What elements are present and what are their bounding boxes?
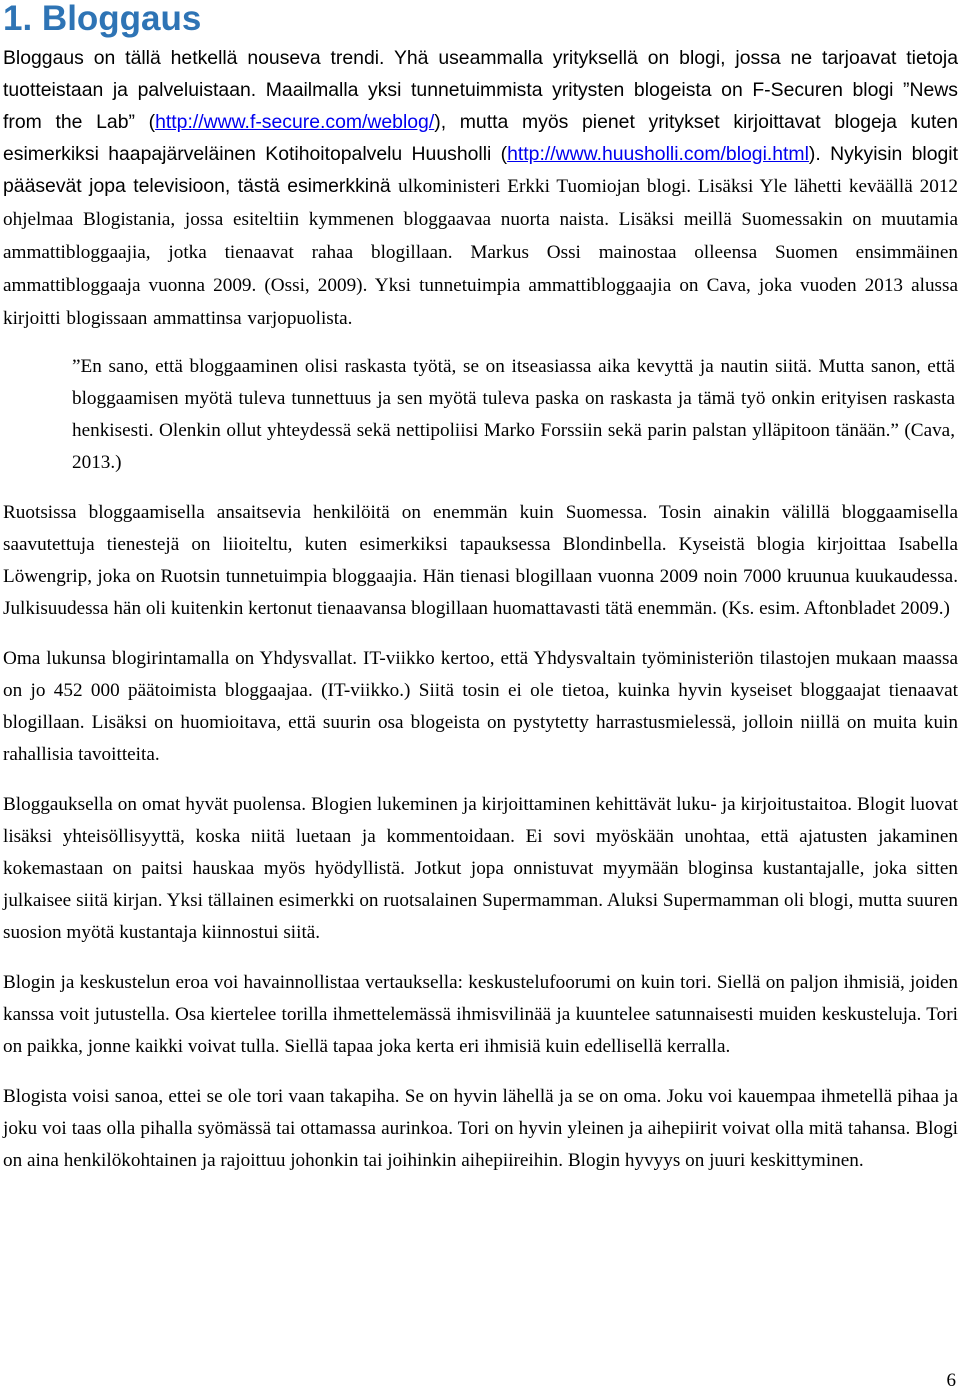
- paragraph-sweden: Ruotsissa bloggaamisella ansaitsevia henkilöitä on enemmän kuin Suomessa. Tosin ainakin välillä bloggaamisella saavutettuja tienestejä on liioiteltu, kuten esimerkiksi tapauksessa Blondinbella. Kyseistä blogia kirjoittaa Isabella Löwengrip, joka on Ruotsin tunnetuimpia bloggaajia. Hän tienasi blogillaan vuonna 2009 noin 7000 kruunua kuukaudessa. Julkisuudessa hän oli kuitenkin kertonut tienaavansa blogillaan huomattavasti tätä enemmän. (Ks. esim. Aftonbladet 2009.): [3, 502, 958, 619]
- paragraph-benefits: Bloggauksella on omat hyvät puolensa. Blogien lukeminen ja kirjoittaminen kehittävät luku- ja kirjoitustaitoa. Blogit luovat lisäksi yhteisöllisyyttä, koska niitä luetaan ja kommentoidaan. Ei sovi myöskään unohtaa, että ajatusten jakaminen kokemastaan on paitsi hauskaa myös hyödyllistä. Jotkut jopa onnistuvat myymään bloginsa kustantajalle, joka sitten julkaisee siitä kirjan. Yksi tällainen esimerkki on ruotsalainen Supermamman. Aluksi Supermamman oli blogi, mutta suuren suosion myötä kustantaja kiinnostui siitä.: [3, 794, 958, 943]
- page-number: 6: [946, 1370, 956, 1391]
- paragraph-backyard: Blogista voisi sanoa, ettei se ole tori vaan takapiha. Se on hyvin lähellä ja se on oma. Joku voi kauempaa ihmetellä pihaa ja joku voi taas olla pihalla syömässä tai ottamassa aurinkoa. Tori on hyvin yleinen ja aihepiirit voivat olla mitä tahansa. Blogi on aina henkilökohtainen ja rajoittuu johonkin tai joihinkin aihepiireihin. Blogin hyvyys on juuri keskittyminen.: [3, 1086, 958, 1171]
- intro-text-4: ulkoministeri Erkki Tuomiojan blogi. Lisäksi Yle lähetti keväällä 2012 ohjelmaa Blogistania, jossa esiteltiin kymmenen bloggaavaa nuorta naista. Lisäksi meillä Suomessakin on muutamia ammattibloggaajia, jotka tienaavat rahaa blogillaan. Markus Ossi mainostaa olleensa Suomen ensimmäinen ammattibloggaaja vuonna 2009. (Ossi, 2009). Yksi tunnetuimpia ammattibloggaajia on Cava, joka vuoden 2013 alussa kirjoitti blogissaan ammattinsa varjopuolista.: [3, 176, 959, 329]
- block-quote: ”En sano, että bloggaaminen olisi raskasta työtä, se on itseasiassa aika kevyttä ja nautin siitä. Mutta sanon, että bloggaamisen myötä tuleva tunnettuus ja sen myötä tuleva paska on raskasta ja tämä työ onkin erityisen raskasta henkisesti. Olenkin ollut yhteydessä sekä nettipoliisi Marko Forssiin sekä parin palstan ylläpitoon tänään.” (Cava, 2013.): [72, 356, 955, 473]
- intro-text-1: Bloggaus on tällä hetkellä nouseva trendi. Yhä useammalla yrityksellä on blogi, jossa ne tarjoavat tietoja tuotteistaan ja palveluistaan. Maailmalla yksi tunnetuimmista yritysten blogeista on F-Securen blogi ”News from the Lab” (: [3, 47, 958, 133]
- intro-text-3: ). Nykyisin blogit pääsevät jopa televisioon, tästä esimerkkinä: [3, 143, 958, 197]
- paragraph-forum-analogy: Blogin ja keskustelun eroa voi havainnollistaa vertauksella: keskustelufoorumi on kuin tori. Siellä on paljon ihmisiä, joiden kanssa voit jutustella. Osa kiertelee torilla ihmettelemässä ihmisvilinää ja kuuntelee satunnaisesti muiden keskusteluja. Tori on paikka, jonne kaikki voivat tulla. Siellä tapaa joka kerta eri ihmisiä kuin edellisellä kerralla.: [3, 972, 958, 1057]
- intro-paragraph: [3, 42, 958, 335]
- huusholli-link[interactable]: http://www.huusholli.com/blogi.html: [507, 143, 809, 165]
- paragraph-usa: Oma lukunsa blogirintamalla on Yhdysvallat. IT-viikko kertoo, että Yhdysvaltain työministeriön tilastojen mukaan maassa on jo 452 000 päätoimista bloggaajaa. (IT-viikko.) Siitä tosin ei ole tietoa, kuinka hyvin kyseiset bloggaajat tienaavat blogillaan. Lisäksi on huomioitava, että suurin osa blogeista on pystytetty harrastusmielessä, jolloin niillä on muita kuin rahallisia tavoitteita.: [3, 648, 958, 765]
- document-page: [3, 0, 958, 1177]
- fsecure-link[interactable]: http://www.f-secure.com/weblog/: [155, 111, 435, 133]
- intro-text-2: ), mutta myös pienet yritykset kirjoittavat blogeja kuten esimerkiksi haapajärveläinen Kotihoitopalvelu Huusholli (: [3, 111, 958, 165]
- section-heading: 1. Bloggaus: [3, 0, 202, 38]
